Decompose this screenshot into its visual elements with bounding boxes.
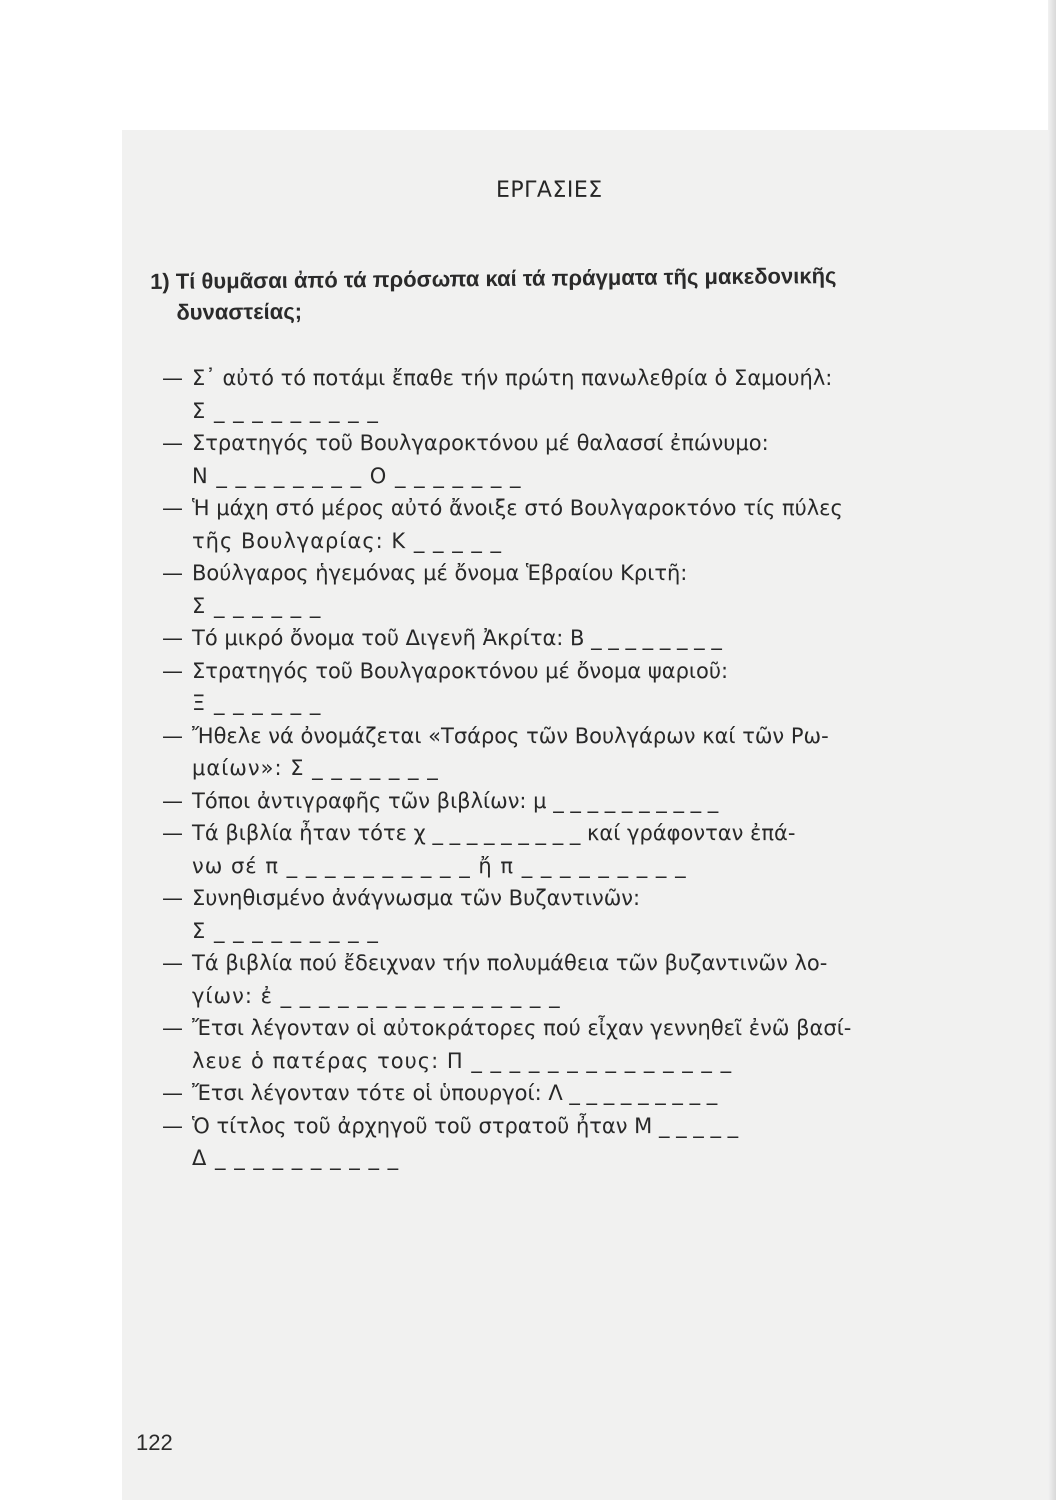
item-dash: — bbox=[162, 366, 183, 390]
item-dash: — bbox=[162, 1016, 183, 1040]
item-dash: — bbox=[162, 561, 183, 585]
item-dash: — bbox=[162, 1081, 183, 1105]
item-dash: — bbox=[162, 723, 183, 748]
question-line-2: δυναστείας; bbox=[176, 298, 303, 325]
item-text: Ὁ τίτλος τοῦ ἀρχηγοῦ τοῦ στρατοῦ ἦταν Μ _ _ _ _ _ bbox=[192, 1113, 739, 1138]
item-answer-blank: γίων: ἐ _ _ _ _ _ _ _ _ _ _ _ _ _ _ _ bbox=[192, 983, 561, 1008]
item-text: Τά βιβλία πού ἔδειχναν τήν πολυμάθεια τῶν βυζαντινῶν λο- bbox=[192, 951, 828, 975]
exercise-item-14 bbox=[162, 1110, 962, 1175]
item-answer-blank: τῆς Βουλγαρίας: Κ _ _ _ _ _ bbox=[192, 528, 503, 553]
item-body bbox=[192, 720, 962, 785]
item-text: Ἤθελε νά ὀνομάζεται «Τσάρος τῶν Βουλγάρων καί τῶν Ρω- bbox=[192, 723, 829, 748]
item-body bbox=[192, 817, 962, 882]
item-text: Συνηθισμένο ἀνάγνωσμα τῶν Βυζαντινῶν: bbox=[192, 886, 641, 910]
item-text: Σ᾽ αὐτό τό ποτάμι ἔπαθε τήν πρώτη πανωλεθρία ὁ Σαμουήλ: bbox=[192, 366, 833, 390]
item-answer-blank: Δ _ _ _ _ _ _ _ _ _ _ bbox=[192, 1146, 400, 1170]
item-body bbox=[192, 492, 962, 557]
item-dash: — bbox=[162, 1113, 183, 1138]
item-answer-blank: νω σέ π _ _ _ _ _ _ _ _ _ _ ἤ π _ _ _ _ _ _ _ _ _ bbox=[192, 853, 687, 878]
item-body bbox=[192, 882, 962, 947]
exercise-list bbox=[162, 362, 962, 1175]
exercise-item-6 bbox=[162, 655, 962, 720]
item-text: Βούλγαρος ἡγεμόνας μέ ὄνομα Ἑβραίου Κριτῆ: bbox=[192, 561, 688, 585]
page-edge bbox=[1048, 0, 1056, 1500]
item-dash: — bbox=[162, 431, 183, 455]
item-body bbox=[192, 427, 962, 492]
item-body bbox=[192, 1012, 962, 1077]
exercise-item-13 bbox=[162, 1077, 962, 1110]
item-body bbox=[192, 557, 962, 622]
item-text: Τά βιβλία ἦταν τότε χ _ _ _ _ _ _ _ _ _ καί γράφονταν ἐπά- bbox=[192, 821, 796, 845]
item-body bbox=[192, 362, 962, 427]
exercise-item-2 bbox=[162, 427, 962, 492]
page-number: 122 bbox=[136, 1430, 173, 1455]
page-title: ΕΡΓΑΣΙΕΣ bbox=[496, 178, 603, 203]
item-text: Ἔτσι λέγονταν τότε οἱ ὑπουργοί: Λ _ _ _ _ _ _ _ _ _ bbox=[192, 1081, 718, 1105]
item-text: Στρατηγός τοῦ Βουλγαροκτόνου μέ θαλασσί ἐπώνυμο: bbox=[192, 431, 769, 455]
item-body bbox=[192, 655, 962, 720]
item-body bbox=[192, 622, 962, 655]
item-answer-blank: Σ _ _ _ _ _ _ _ _ _ bbox=[192, 918, 379, 943]
item-body bbox=[192, 947, 962, 1012]
exercise-item-7 bbox=[162, 720, 962, 785]
item-answer-blank: Σ _ _ _ _ _ _ _ _ _ bbox=[192, 398, 379, 423]
exercise-item-11 bbox=[162, 947, 962, 1012]
item-answer-blank: Ξ _ _ _ _ _ _ bbox=[192, 691, 322, 715]
item-dash: — bbox=[162, 658, 183, 683]
exercise-item-3 bbox=[162, 492, 962, 557]
item-body bbox=[192, 1110, 962, 1175]
item-dash: — bbox=[162, 788, 183, 813]
exercise-item-9 bbox=[162, 817, 962, 882]
question-heading bbox=[150, 259, 941, 328]
exercise-item-5 bbox=[162, 622, 962, 655]
item-dash: — bbox=[162, 626, 183, 650]
exercise-item-4 bbox=[162, 557, 962, 622]
item-text: Τόποι ἀντιγραφῆς τῶν βιβλίων: μ _ _ _ _ _ _ _ _ _ _ bbox=[192, 788, 719, 813]
exercise-item-10 bbox=[162, 882, 962, 947]
item-text: Στρατηγός τοῦ Βουλγαροκτόνου μέ ὄνομα ψαριοῦ: bbox=[192, 658, 729, 683]
item-answer-blank: Σ _ _ _ _ _ _ bbox=[192, 593, 322, 618]
item-text: Ἡ μάχη στό μέρος αὐτό ἄνοιξε στό Βουλγαροκτόνο τίς πύλες bbox=[192, 496, 843, 520]
question-line-1: 1) Τί θυμᾶσαι ἀπό τά πρόσωπα καί τά πράγματα τῆς μακεδονικῆς bbox=[150, 263, 837, 294]
item-answer-blank: λευε ὁ πατέρας τους: Π _ _ _ _ _ _ _ _ _ _ _ _ _ _ bbox=[192, 1048, 733, 1073]
item-body bbox=[192, 785, 962, 818]
exercise-item-8 bbox=[162, 785, 962, 818]
item-dash: — bbox=[162, 496, 183, 520]
item-text: Ἔτσι λέγονταν οἱ αὐτοκράτορες πού εἶχαν γεννηθεῖ ἐνῶ βασί- bbox=[192, 1016, 852, 1040]
item-dash: — bbox=[162, 951, 183, 975]
item-body bbox=[192, 1077, 962, 1110]
item-answer-blank: μαίων»: Σ _ _ _ _ _ _ _ bbox=[192, 756, 439, 780]
item-text: Τό μικρό ὄνομα τοῦ Διγενῆ Ἀκρίτα: Β _ _ _ _ _ _ _ _ bbox=[192, 626, 722, 650]
exercise-item-12 bbox=[162, 1012, 962, 1077]
item-answer-blank: Ν _ _ _ _ _ _ _ _ Ο _ _ _ _ _ _ _ bbox=[192, 463, 522, 488]
item-dash: — bbox=[162, 821, 183, 845]
item-dash: — bbox=[162, 886, 183, 910]
exercise-item-1 bbox=[162, 362, 962, 427]
